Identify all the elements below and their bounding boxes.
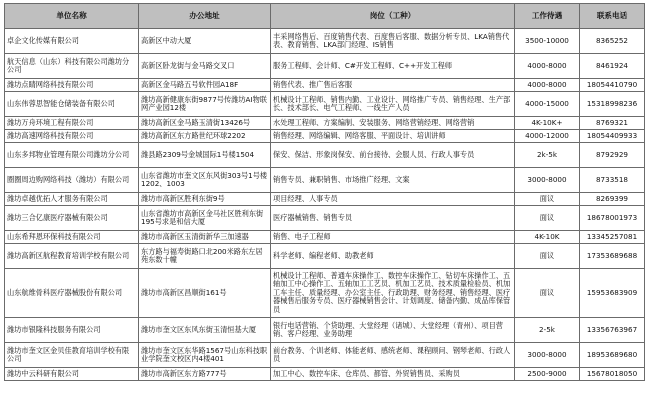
phone-cell: 15678018050: [580, 368, 645, 381]
company-cell: 山东伟蓉思智能仓储装备有限公司: [5, 92, 139, 117]
address-cell: 山东省潍坊市高新区金马社区胜利东街195号求是和信大厦: [139, 206, 271, 231]
table-row: [5, 193, 645, 206]
salary-cell: 面议: [515, 193, 580, 206]
table-body: [5, 29, 645, 381]
position-cell: 销售经理、网络编辑、网络客服、平面设计、培训讲师: [271, 130, 515, 143]
position-cell: 销售专员、兼职销售、市场推广经理、文案: [271, 168, 515, 193]
position-cell: 机械设计工程师、销售内勤、工业设计、网络推广专员、销售经理、生产部长、技术部长、电气工程师、一线生产人员: [271, 92, 515, 117]
table-row: [5, 54, 645, 79]
address-cell: 山东省潍坊市奎文区东风街303号1号楼1202、1003: [139, 168, 271, 193]
salary-cell: 面议: [515, 206, 580, 231]
position-cell: 服务工程师、会计师、C#开发工程师、C++开发工程师: [271, 54, 515, 79]
address-cell: 潍坊高新健康东街9877号传潍坊AI物联网产业园12楼: [139, 92, 271, 117]
phone-cell: 13345257081: [580, 231, 645, 244]
table-row: [5, 318, 645, 343]
table-row: [5, 343, 645, 368]
header-row: [5, 4, 645, 29]
salary-cell: 3000-8000: [515, 343, 580, 368]
position-cell: 项目经理、人事专员: [271, 193, 515, 206]
header-phone: 联系电话: [580, 4, 645, 29]
address-cell: 潍坊市高新区昌顺街161号: [139, 269, 271, 318]
phone-cell: 18054410790: [580, 79, 645, 92]
table-row: [5, 92, 645, 117]
phone-cell: 15953683909: [580, 269, 645, 318]
phone-cell: 18678001973: [580, 206, 645, 231]
address-cell: 高新区卧龙街与金马路交叉口: [139, 54, 271, 79]
salary-cell: 面议: [515, 244, 580, 269]
salary-cell: 4000-8000: [515, 54, 580, 79]
position-cell: 销售代表、推广售后客服: [271, 79, 515, 92]
recruitment-table: [4, 3, 645, 381]
phone-cell: 8365252: [580, 29, 645, 54]
position-cell: 科学老师、编程老师、助教老师: [271, 244, 515, 269]
company-cell: 山东希拜恩环保科技有限公司: [5, 231, 139, 244]
salary-cell: 3000-8000: [515, 168, 580, 193]
company-cell: 潍坊中云科研有限公司: [5, 368, 139, 381]
salary-cell: 2500-9000: [515, 368, 580, 381]
table-row: [5, 269, 645, 318]
header-address: 办公地址: [139, 4, 271, 29]
company-cell: 山东多邦物业管理有限公司潍坊分公司: [5, 143, 139, 168]
company-cell: 卓企文化传媒有限公司: [5, 29, 139, 54]
salary-cell: 2-5k: [515, 318, 580, 343]
position-cell: 保安、保洁、形象岗保安、前台接待、会服人员、行政人事专员: [271, 143, 515, 168]
salary-cell: 3500-10000: [515, 29, 580, 54]
position-cell: 水处理工程师、方案编制、安装服务、网络营销经理、网络营销: [271, 117, 515, 130]
address-cell: 潍坊市高新区东方路777号: [139, 368, 271, 381]
company-cell: 潍坊市银隆科技服务有限公司: [5, 318, 139, 343]
salary-cell: 4K-10K: [515, 231, 580, 244]
table-row: [5, 368, 645, 381]
company-cell: 山东航维骨科医疗器械股份有限公司: [5, 269, 139, 318]
position-cell: 丰采网络售后、百度销售代表、百度售后客服、数据分析专员、LKA销售代表、教育销售、LKA部门经理、IS销售: [271, 29, 515, 54]
salary-cell: 2k-5k: [515, 143, 580, 168]
phone-cell: 8769321: [580, 117, 645, 130]
header-position: 岗位（工种）: [271, 4, 515, 29]
header-salary: 工作待遇: [515, 4, 580, 29]
address-cell: 潍坊市高新区玉清街新华三加速器: [139, 231, 271, 244]
position-cell: 销售、电子工程师: [271, 231, 515, 244]
table-row: [5, 168, 645, 193]
phone-cell: 8733518: [580, 168, 645, 193]
position-cell: 加工中心、数控车床、仓库员、都管、外贸销售员、采购员: [271, 368, 515, 381]
salary-cell: 4000-15000: [515, 92, 580, 117]
phone-cell: 18054409933: [580, 130, 645, 143]
table-row: [5, 143, 645, 168]
phone-cell: 8461924: [580, 54, 645, 79]
phone-cell: 8792929: [580, 143, 645, 168]
address-cell: 潍坊市高新区胜利东街9号: [139, 193, 271, 206]
address-cell: 潍坊市奎文区东风东街玉清恒基大厦: [139, 318, 271, 343]
address-cell: 潍坊高新区金马路玉清街13426号: [139, 117, 271, 130]
phone-cell: 15318998236: [580, 92, 645, 117]
company-cell: 潍坊万舟环境工程有限公司: [5, 117, 139, 130]
phone-cell: 18953689680: [580, 343, 645, 368]
table-row: [5, 130, 645, 143]
company-cell: 潍坊卓越优拓人才服务有限公司: [5, 193, 139, 206]
header-company: 单位名称: [5, 4, 139, 29]
position-cell: 医疗器械销售、销售专员: [271, 206, 515, 231]
table-row: [5, 29, 645, 54]
company-cell: 潍坊市奎文区金贝佳教育培训学校有限公司: [5, 343, 139, 368]
address-cell: 潍坊高新区东方路世纪环球2202: [139, 130, 271, 143]
address-cell: 潍县路2309号金城国际1号楼1504: [139, 143, 271, 168]
address-cell: 潍坊市奎文区东华路1567号山东科技职业学院奎文校区内4楼401: [139, 343, 271, 368]
company-cell: 潍坊点睛网络科技有限公司: [5, 79, 139, 92]
table-row: [5, 231, 645, 244]
company-cell: 潍坊三合亿康医疗器械有限公司: [5, 206, 139, 231]
company-cell: 航天信息（山东）科技有限公司潍坊分公司: [5, 54, 139, 79]
address-cell: 高新区金马路五号软件园A18F: [139, 79, 271, 92]
company-cell: 圈圈周边购网络科技（潍坊）有限公司: [5, 168, 139, 193]
company-cell: 潍坊高速网络科技有限公司: [5, 130, 139, 143]
phone-cell: 17353689688: [580, 244, 645, 269]
salary-cell: 4000-12000: [515, 130, 580, 143]
salary-cell: 4K-10K+: [515, 117, 580, 130]
salary-cell: 面议: [515, 269, 580, 318]
position-cell: 机械设计工程师、普通车床操作工、数控车床操作工、钻切车床操作工、五轴加工中心操作工、五轴加工工艺员、机加工艺员、技术质量检验员、机加工车主任、质量经理、办公室主任、行政助理、财务经理、销售经理、医疗器械售后服务专员、医疗器械销售会计、计划调度、储备内勤、成品库保管员: [271, 269, 515, 318]
table-row: [5, 117, 645, 130]
table-row: [5, 206, 645, 231]
position-cell: 前台教务、个训老师、体能老师、感统老师、课程顾问、钢琴老师、行政人员: [271, 343, 515, 368]
company-cell: 潍坊高新区航程教育培训学校有限公司: [5, 244, 139, 269]
table-row: [5, 244, 645, 269]
position-cell: 银行电话营销、个贷助理、大堂经理（诸城）、大堂经理（青州）、项目营销、客户经理、业务助理: [271, 318, 515, 343]
phone-cell: 8269399: [580, 193, 645, 206]
salary-cell: 4000-8000: [515, 79, 580, 92]
address-cell: 东方路与福寿街路口北200米路东左居苑东数十幢: [139, 244, 271, 269]
address-cell: 高新区中动大厦: [139, 29, 271, 54]
table-row: [5, 79, 645, 92]
phone-cell: 13356763967: [580, 318, 645, 343]
